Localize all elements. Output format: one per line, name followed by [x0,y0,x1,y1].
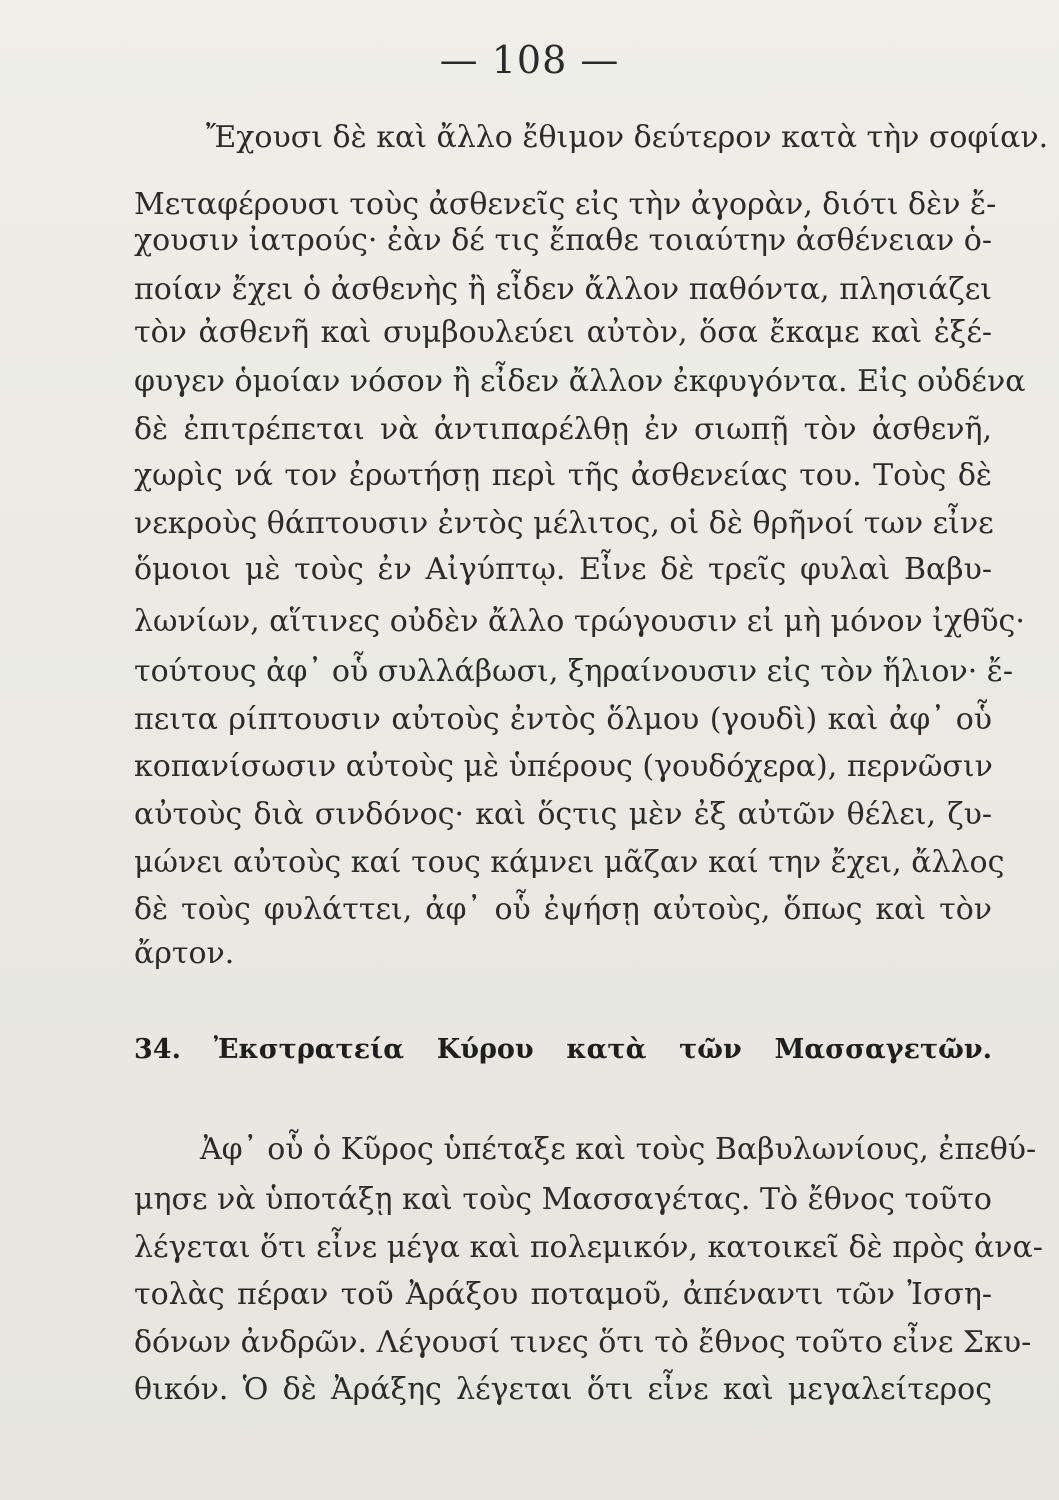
text-line: τολὰς πέραν τοῦ Ἀράξου ποταμοῦ, ἀπέναντι τῶν Ἰσση- [134,1277,992,1312]
text-line: Ἀφ᾽ οὗ ὁ Κῦρος ὑπέταξε καὶ τοὺς Βαβυλωνίους, ἐπεθύ- [200,1132,1037,1167]
text-line: τὸν ἀσθενῆ καὶ συμβουλεύει αὐτὸν, ὅσα ἔκαμε καὶ ἐξέ- [134,315,992,350]
text-line: χωρὶς νά τον ἐρωτήσῃ περὶ τῆς ἀσθενείας του. Τοὺς δὲ [134,458,992,493]
text-line: ὅμοιοι μὲ τοὺς ἐν Αἰγύπτῳ. Εἶνε δὲ τρεῖς φυλαὶ Βαβυ- [134,552,992,587]
text-line: δόνων ἀνδρῶν. Λέγουσί τινες ὅτι τὸ ἔθνος τοῦτο εἶνε Σκυ- [134,1325,1032,1360]
text-line: χουσιν ἰατρούς· ἐὰν δέ τις ἔπαθε τοιαύτην ἀσθένειαν ὁ- [134,223,992,258]
text-line: κοπανίσωσιν αὐτοὺς μὲ ὑπέρους (γουδόχερα), περνῶσιν [134,749,993,784]
text-line: θικόν. Ὁ δὲ Ἀράξης λέγεται ὅτι εἶνε καὶ μεγαλείτερος [134,1372,992,1407]
text-line: λωνίων, αἵτινες οὐδὲν ἄλλο τρώγουσιν εἰ μὴ μόνον ἰχθῦς· [134,604,1025,639]
text-line: δὲ ἐπιτρέπεται νὰ ἀντιπαρέλθῃ ἐν σιωπῇ τὸν ἀσθενῆ, [134,412,992,447]
text-line: δὲ τοὺς φυλάττει, ἀφ᾽ οὗ ἐψήσῃ αὐτοὺς, ὅπως καὶ τὸν [134,892,992,927]
section-heading: 34. Ἐκστρατεία Κύρου κατὰ τῶν Μασσαγετῶν. [134,1034,992,1065]
text-line: Ἔχουσι δὲ καὶ ἄλλο ἔθιμον δεύτερον κατὰ τὴν σοφίαν. [206,120,1049,155]
page-number: — 108 — [439,38,620,82]
text-line: τούτους ἀφ᾽ οὗ συλλάβωσι, ξηραίνουσιν εἰς τὸν ἥλιον· ἔ- [134,654,1014,689]
text-line: φυγεν ὁμοίαν νόσον ἢ εἶδεν ἄλλον ἐκφυγόντα. Εἰς οὐδένα [134,364,1026,399]
text-line: μώνει αὐτοὺς καί τους κάμνει μᾶζαν καί την ἔχει, ἄλλος [134,845,1005,880]
text-line: αὐτοὺς διὰ σινδόνος· καὶ ὅςτις μὲν ἐξ αὐτῶν θέλει, ζυ- [134,797,992,832]
text-line: ἄρτον. [134,936,235,971]
text-line: πειτα ρίπτουσιν αὐτοὺς ἐντὸς ὅλμου (γουδὶ) καὶ ἀφ᾽ οὗ [134,702,992,737]
text-line: ποίαν ἔχει ὁ ἀσθενὴς ἢ εἶδεν ἄλλον παθόντα, πλησιάζει [134,272,992,307]
text-line: νεκροὺς θάπτουσιν ἐντὸς μέλιτος, οἱ δὲ θρῆνοί των εἶνε [134,506,994,541]
text-line: Μεταφέρουσι τοὺς ἀσθενεῖς εἰς τὴν ἀγορὰν, διότι δὲν ἔ- [134,187,997,222]
text-line: λέγεται ὅτι εἶνε μέγα καὶ πολεμικόν, κατοικεῖ δὲ πρὸς ἀνα- [134,1230,1043,1265]
text-line: μησε νὰ ὑποτάξῃ καὶ τοὺς Μασσαγέτας. Τὸ ἔθνος τοῦτο [134,1182,992,1217]
